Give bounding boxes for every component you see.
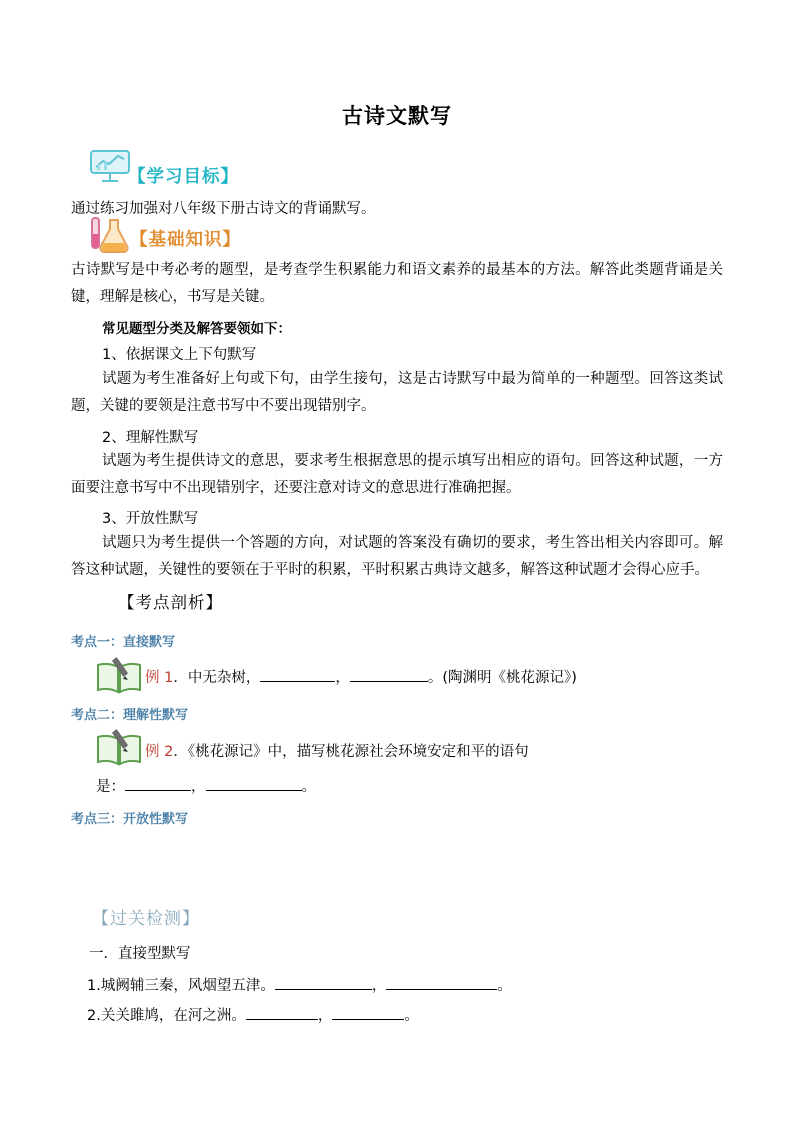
example-2-text: ．《桃花源记》中，描写桃花源社会环境安定和平的语句: [173, 744, 529, 760]
check-item-1-end: 。: [497, 978, 512, 994]
type-3-desc: 试题只为考生提供一个答题的方向，对试题的答案没有确切的要求，考生答出相关内容即可。解答这种试题，关键性的要领在于平时的积累，平时积累古典诗文越多，解答这种试题才会得心应手。: [71, 535, 723, 578]
check-item-1: [87, 974, 512, 995]
check-item-1-text: 1.城阙辅三秦，风烟望五津。: [87, 978, 275, 994]
section-heading-learning-goal: 【学习目标】: [128, 167, 239, 187]
answer-blank[interactable]: [332, 1005, 404, 1020]
open-book-pen-icon: [95, 727, 143, 767]
answer-blank[interactable]: [260, 667, 335, 682]
type-2-label: 2、理解性默写: [102, 430, 199, 446]
basics-intro: 古诗默写是中考必考的题型，是考查学生积累能力和语文素养的最基本的方法。解答此类题背诵是关键，理解是核心，书写是关键。: [71, 262, 723, 305]
point-2-label: 考点二：理解性默写: [71, 708, 189, 723]
example-1-text: ．中无杂树，: [173, 670, 261, 686]
check-item-2-text: 2.关关雎鸠，在河之洲。: [87, 1008, 246, 1024]
learning-goal-text: 通过练习加强对八年级下册古诗文的背诵默写。: [71, 201, 376, 217]
example-2: [145, 740, 529, 761]
example-2-answer-line: [96, 775, 316, 796]
basics-subheading: 常见题型分类及解答要领如下：: [102, 321, 291, 337]
answer-blank[interactable]: [125, 776, 191, 791]
type-3-label: 3、开放性默写: [102, 511, 199, 527]
example-2-sep: ，: [191, 779, 206, 795]
example-1-sep: ，: [335, 670, 350, 686]
check-item-2-end: 。: [404, 1008, 419, 1024]
section-heading-analysis: 【考点剖析】: [118, 593, 223, 612]
section-heading-basics: 【基础知识】: [130, 230, 241, 250]
point-3-label: 考点三：开放性默写: [71, 812, 189, 827]
type-1-desc: 试题为考生准备好上句或下句，由学生接句，这是古诗默写中最为简单的一种题型。回答这类试题，关键的要领是注意书写中不要出现错别字。: [71, 371, 723, 414]
page-title: 古诗文默写: [342, 104, 452, 128]
example-1-label: 例 1: [145, 670, 174, 686]
check-item-1-sep: ，: [371, 978, 387, 994]
flask-icon: [86, 214, 132, 254]
answer-blank[interactable]: [206, 776, 302, 791]
example-1-end: 。(陶渊明《桃花源记》): [427, 670, 577, 686]
example-2-end: 。: [301, 779, 316, 795]
type-1-label: 1、依据课文上下句默写: [102, 347, 257, 363]
open-book-pen-icon: [95, 655, 143, 695]
point-1-label: 考点一：直接默写: [71, 635, 176, 650]
answer-blank[interactable]: [350, 667, 428, 682]
type-2-desc: 试题为考生提供诗文的意思，要求考生根据意思的提示填写出相应的语句。回答这种试题，一方面要注意书写中不出现错别字，还要注意对诗文的意思进行准确把握。: [71, 453, 723, 496]
example-2-prefix: 是：: [96, 779, 125, 795]
answer-blank[interactable]: [275, 975, 372, 990]
example-1: [145, 666, 577, 687]
check-group-title: 一．直接型默写: [89, 946, 191, 962]
answer-blank[interactable]: [246, 1005, 318, 1020]
section-heading-check: 【过关检测】: [92, 909, 200, 929]
example-2-label: 例 2: [145, 744, 174, 760]
answer-blank[interactable]: [386, 975, 497, 990]
check-item-2-sep: ，: [317, 1008, 333, 1024]
check-item-2: [87, 1004, 419, 1025]
